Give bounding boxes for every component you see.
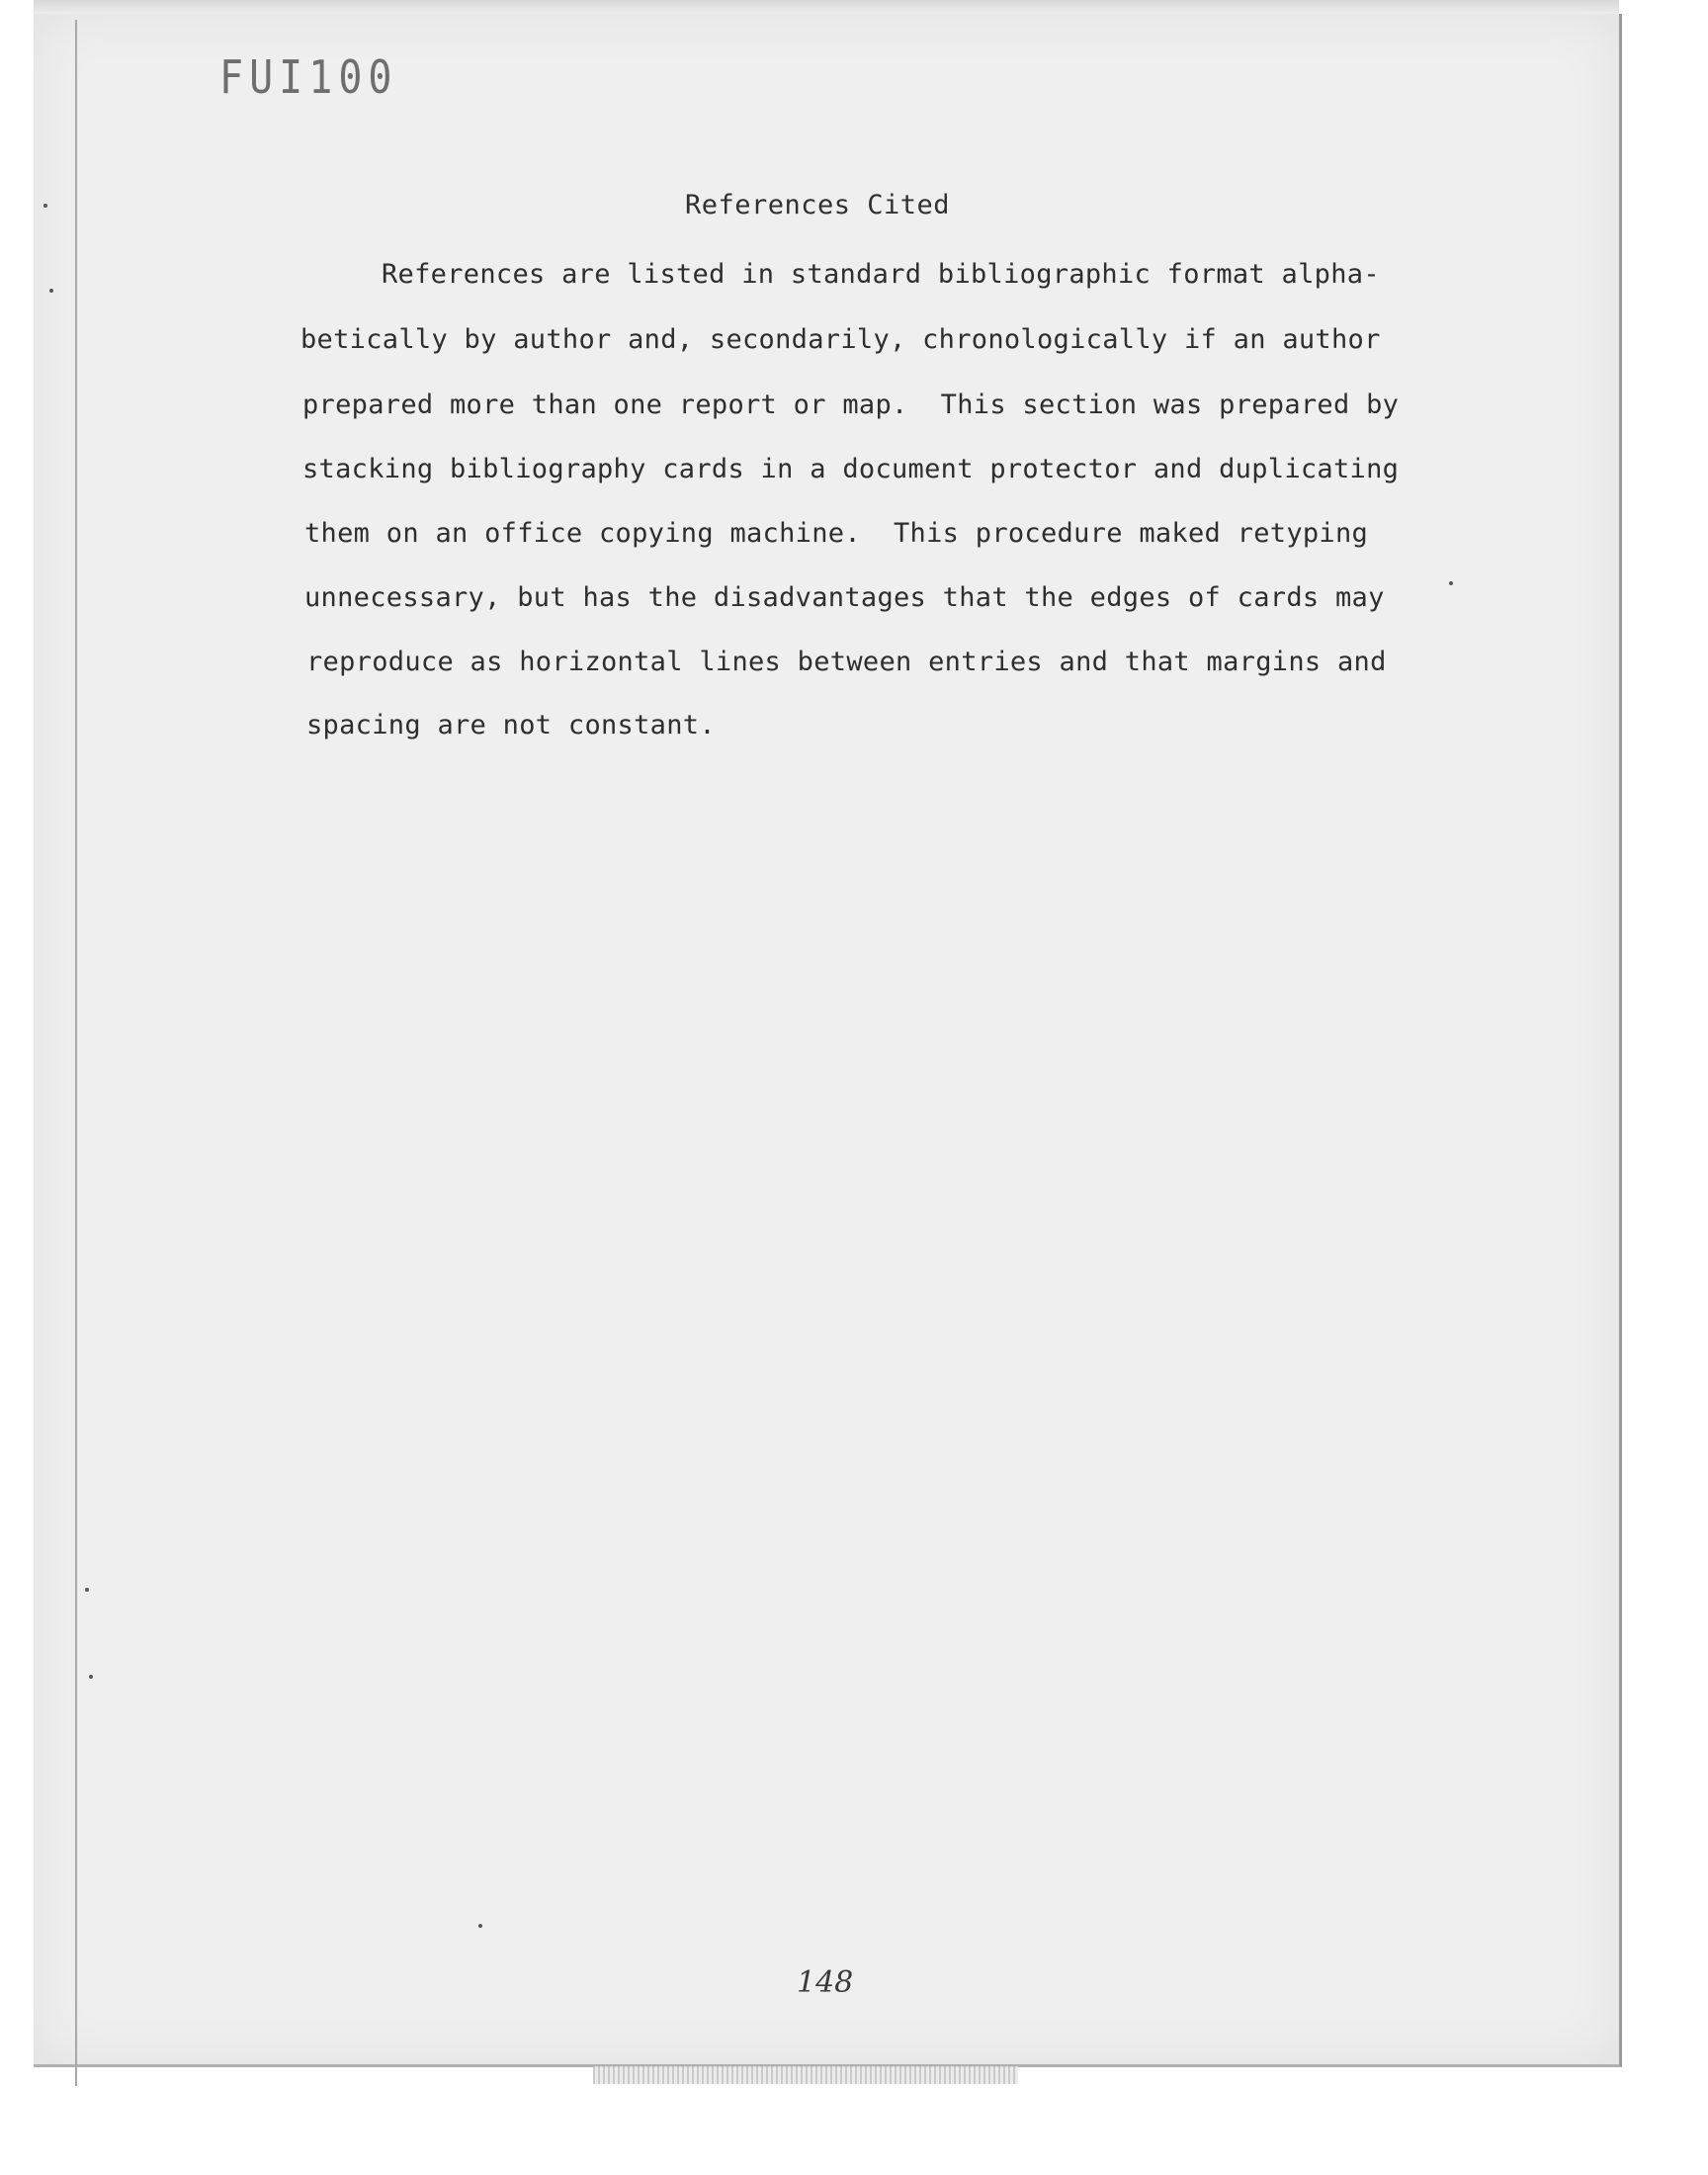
scan-speck bbox=[89, 1675, 93, 1679]
file-stamp: FUI100 bbox=[219, 51, 398, 105]
page-number: 148 bbox=[797, 1965, 854, 2000]
paragraph-line: them on an office copying machine. This procedure maked retyping bbox=[304, 518, 1369, 549]
paragraph-line: spacing are not constant. bbox=[306, 710, 716, 740]
paragraph-line: unnecessary, but has the disadvantages that the edges of cards may bbox=[304, 582, 1385, 613]
paragraph-line: References are listed in standard bibliographic format alpha- bbox=[382, 259, 1380, 290]
scan-speck bbox=[49, 289, 53, 293]
scan-speck bbox=[43, 204, 47, 208]
paragraph-line: stacking bibliography cards in a document protector and duplicating bbox=[302, 454, 1400, 484]
page-left-edge-line bbox=[75, 20, 77, 2086]
scan-speck bbox=[478, 1924, 482, 1928]
paragraph-line: reproduce as horizontal lines between entries and that margins and bbox=[306, 647, 1387, 677]
paragraph-line: betically by author and, secondarily, chronologically if an author bbox=[300, 324, 1381, 355]
scan-speck bbox=[1449, 581, 1453, 585]
paragraph-line: prepared more than one report or map. This section was prepared by bbox=[302, 390, 1400, 420]
scan-bottom-artifact bbox=[593, 2066, 1018, 2084]
document-page bbox=[34, 14, 1622, 2067]
scan-speck bbox=[85, 1588, 89, 1592]
section-heading: References Cited bbox=[684, 190, 951, 220]
